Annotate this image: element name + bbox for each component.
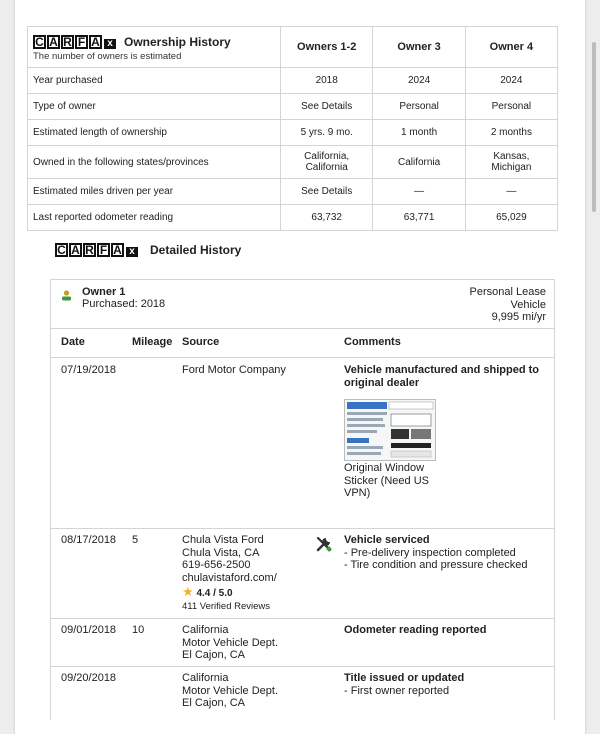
divider [51, 666, 554, 667]
window-sticker-link[interactable]: Original Window Sticker (Need US VPN) [344, 462, 429, 499]
comment-item: - Pre-delivery inspection completed [344, 546, 516, 559]
record-source [182, 672, 278, 710]
row-label: Last reported odometer reading [28, 205, 281, 231]
scrollbar[interactable] [592, 42, 596, 212]
source-name: Chula Vista Ford [182, 534, 264, 546]
source-phone[interactable]: 619-656-2500 [182, 559, 251, 571]
ownership-title: Ownership History [124, 35, 231, 49]
divider [51, 618, 554, 619]
cell-value: 2024 [373, 68, 465, 94]
source-line: Motor Vehicle Dept. [182, 636, 278, 649]
ownership-header-cell [28, 27, 281, 68]
rating-value: 4.4 / 5.0 [196, 588, 233, 599]
record-date: 08/17/2018 [61, 534, 117, 546]
cell-value: California [373, 146, 465, 179]
record-date: 09/20/2018 [61, 672, 117, 684]
cell-value: 63,771 [373, 205, 465, 231]
source-line: El Cajon, CA [182, 649, 245, 661]
source-line: California [182, 624, 229, 636]
record-source [182, 534, 277, 584]
column-header: Owner 3 [373, 27, 465, 68]
divider [51, 328, 554, 329]
record-comment-title: Title issued or updated [344, 672, 465, 684]
cell-value: 65,029 [465, 205, 557, 231]
cell-value: 1 month [373, 120, 465, 146]
cell-value: — [373, 179, 465, 205]
verified-reviews[interactable]: 411 Verified Reviews [182, 601, 271, 612]
owner-person-icon [61, 290, 72, 301]
column-header: Owners 1-2 [280, 27, 373, 68]
table-row [28, 68, 558, 94]
cell-value: 2018 [280, 68, 373, 94]
row-label: Estimated miles driven per year [28, 179, 281, 205]
column-header: Owner 4 [465, 27, 557, 68]
owner-type-line2: Vehicle [510, 298, 546, 311]
divider [51, 528, 554, 529]
owner-type-line1: Personal Lease [469, 286, 546, 298]
record-date: 07/19/2018 [61, 364, 117, 376]
row-label: Type of owner [28, 94, 281, 120]
row-label: Estimated length of ownership [28, 120, 281, 146]
record-comment-title: Vehicle serviced [344, 534, 430, 546]
cell-value: — [465, 179, 557, 205]
column-header-source: Source [182, 336, 220, 348]
owner-name: Owner 1 [82, 286, 126, 298]
record-comments [344, 672, 464, 697]
comment-item: - Tire condition and pressure checked [344, 559, 528, 571]
column-header-date: Date [61, 336, 85, 348]
cell-value: California, California [280, 146, 373, 179]
column-header-comments: Comments [344, 336, 401, 348]
source-line: Motor Vehicle Dept. [182, 684, 278, 697]
ownership-history-table [27, 26, 558, 231]
table-row [28, 120, 558, 146]
ownership-subtitle: The number of owners is estimated [33, 51, 182, 62]
record-mileage: 10 [132, 624, 145, 636]
cell-value: Personal [373, 94, 465, 120]
record-mileage: 5 [132, 534, 139, 546]
row-label: Year purchased [28, 68, 281, 94]
owner-history-card [50, 279, 555, 720]
table-row [28, 94, 558, 120]
owner-purchased: Purchased: 2018 [82, 298, 166, 310]
carfax-logo: C A R F A x [33, 35, 116, 49]
column-header-mileage: Mileage [132, 336, 173, 348]
divider [51, 357, 554, 358]
cell-value: Kansas, Michigan [465, 146, 557, 179]
cell-value: 2 months [465, 120, 557, 146]
detailed-history-title: Detailed History [150, 243, 242, 257]
cell-value: See Details [280, 94, 373, 120]
source-line: California [182, 672, 229, 684]
table-row [28, 146, 558, 179]
dealer-rating [182, 586, 233, 601]
record-comment-title: Vehicle manufactured and shipped to original dealer [344, 364, 539, 389]
table-row [28, 179, 558, 205]
owner-summary [470, 286, 546, 324]
cell-value: 5 yrs. 9 mo. [280, 120, 373, 146]
cell-value: See Details [280, 179, 373, 205]
comment-item: - First owner reported [344, 684, 450, 697]
source-website[interactable]: chulavistaford.com/ [182, 571, 277, 584]
cell-value: Personal [465, 94, 557, 120]
record-comments [344, 534, 527, 572]
row-label: Owned in the following states/provinces [28, 146, 281, 179]
carfax-logo: C A R F A x [55, 243, 138, 257]
record-comment-title: Odometer reading reported [344, 624, 487, 636]
record-source: Ford Motor Company [182, 364, 286, 376]
window-sticker-thumbnail[interactable] [344, 399, 436, 461]
owner-miles: 9,995 mi/yr [491, 311, 546, 323]
record-date: 09/01/2018 [61, 624, 117, 636]
source-location: Chula Vista, CA [182, 546, 260, 559]
star-icon: ★ [182, 584, 194, 599]
cell-value: 63,732 [280, 205, 373, 231]
service-tools-icon [315, 535, 333, 553]
record-source [182, 624, 278, 662]
cell-value: 2024 [465, 68, 557, 94]
table-row [28, 205, 558, 231]
source-line: El Cajon, CA [182, 697, 245, 709]
